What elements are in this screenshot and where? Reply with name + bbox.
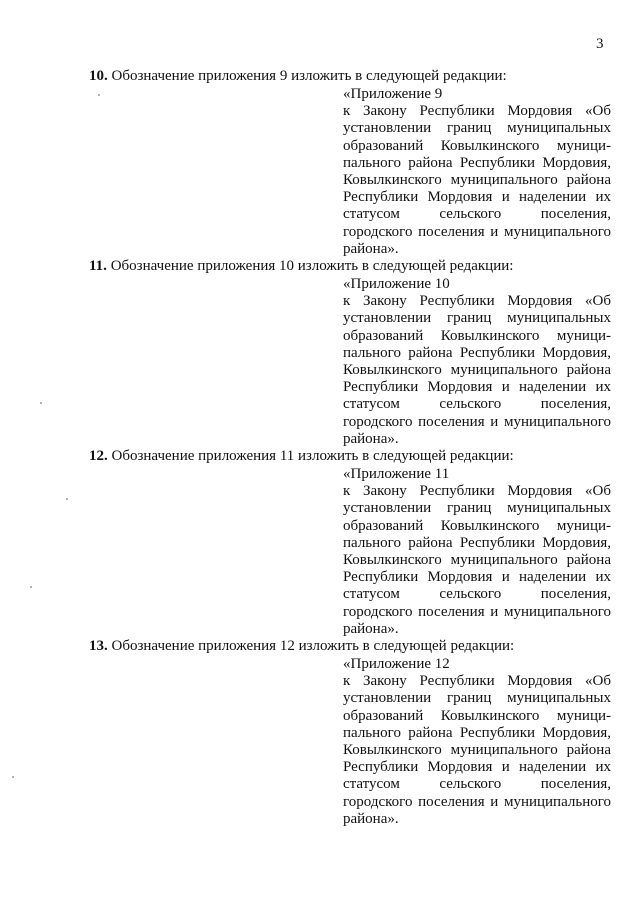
appendix-heading: «Приложение 10 [343, 276, 450, 292]
block-line: установлении границ муниципальных [343, 500, 611, 517]
scan-speck [12, 776, 14, 778]
block-line: к Закону Республики Мордовия «Об [343, 483, 611, 500]
item-number: 13. [89, 638, 108, 654]
amendment-item-12 [89, 448, 514, 465]
block-line: Ковылкинского муниципального района [343, 551, 611, 568]
item-text: Обозначение приложения 12 изложить в следующей редакции: [111, 638, 515, 654]
amendment-item-11 [89, 258, 513, 275]
scan-speck [30, 586, 32, 588]
block-line: района». [343, 810, 399, 827]
block-line: района». [343, 620, 399, 637]
appendix-heading: «Приложение 12 [343, 656, 450, 672]
block-line: Республики Мордовия и наделении их [343, 569, 611, 586]
appendix-block-11 [343, 466, 611, 638]
block-line: городского поселения и муниципального [343, 223, 611, 240]
scan-speck [98, 94, 100, 96]
block-line: образований Ковылкинского муници- [343, 137, 611, 154]
appendix-block-12 [343, 656, 611, 828]
block-line: образований Ковылкинского муници- [343, 327, 611, 344]
appendix-heading: «Приложение 9 [343, 86, 443, 102]
item-text: Обозначение приложения 10 изложить в следующей редакции: [110, 258, 514, 274]
block-line: Республики Мордовия и наделении их [343, 379, 611, 396]
block-line: установлении границ муниципальных [343, 310, 611, 327]
amendment-item-13 [89, 638, 514, 655]
block-line: городского поселения и муниципального [343, 413, 611, 430]
block-line: установлении границ муниципальных [343, 120, 611, 137]
block-line: статусом сельского поселения, [343, 206, 611, 223]
scan-speck [40, 402, 42, 404]
appendix-block-9 [343, 86, 611, 258]
item-number: 12. [89, 448, 108, 464]
block-line: пального района Республики Мордовия, [343, 344, 611, 361]
item-number: 10. [89, 68, 108, 84]
appendix-heading: «Приложение 11 [343, 466, 450, 482]
block-line: установлении границ муниципальных [343, 690, 611, 707]
block-line: района». [343, 430, 399, 447]
page-number: 3 [596, 36, 604, 52]
block-line: статусом сельского поселения, [343, 396, 611, 413]
block-line: к Закону Республики Мордовия «Об [343, 293, 611, 310]
block-line: Ковылкинского муниципального района [343, 171, 611, 188]
item-text: Обозначение приложения 9 изложить в следующей редакции: [111, 68, 507, 84]
item-text: Обозначение приложения 11 изложить в следующей редакции: [111, 448, 514, 464]
block-line: Ковылкинского муниципального района [343, 741, 611, 758]
block-line: пального района Республики Мордовия, [343, 534, 611, 551]
block-line: городского поселения и муниципального [343, 603, 611, 620]
block-line: городского поселения и муниципального [343, 793, 611, 810]
block-line: Республики Мордовия и наделении их [343, 189, 611, 206]
block-line: статусом сельского поселения, [343, 586, 611, 603]
block-line: к Закону Республики Мордовия «Об [343, 103, 611, 120]
item-number: 11. [89, 258, 107, 274]
block-line: пального района Республики Мордовия, [343, 154, 611, 171]
block-line: образований Ковылкинского муници- [343, 517, 611, 534]
scan-speck [66, 498, 68, 500]
block-line: к Закону Республики Мордовия «Об [343, 673, 611, 690]
block-line: района». [343, 240, 399, 257]
block-line: статусом сельского поселения, [343, 776, 611, 793]
block-line: Ковылкинского муниципального района [343, 361, 611, 378]
appendix-block-10 [343, 276, 611, 448]
block-line: Республики Мордовия и наделении их [343, 759, 611, 776]
amendment-item-10 [89, 68, 507, 85]
block-line: образований Ковылкинского муници- [343, 707, 611, 724]
block-line: пального района Республики Мордовия, [343, 724, 611, 741]
